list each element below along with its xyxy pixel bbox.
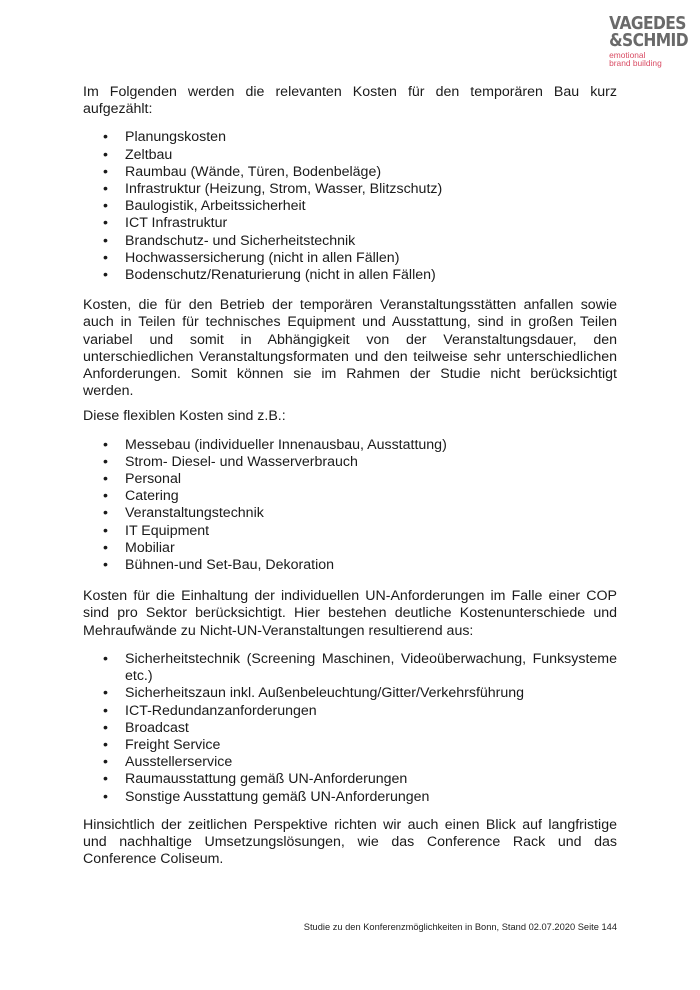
paragraph-un-requirements: Kosten für die Einhaltung der individuellen UN-Anforderungen im Falle einer COP sind pro Sektor berücksichtigt. Hier bestehen deutliche Kostenunterschiede und Mehraufwände zu Nicht-UN-Veranstaltungen resultierend aus: xyxy=(83,588,617,639)
list-item: • Bühnen-und Set-Bau, Dekoration xyxy=(103,557,335,574)
list-item: • Ausstellerservice xyxy=(103,754,233,771)
intro-text: Im Folgenden werden die relevanten Kosten für den temporären Bau kurz aufgezählt: xyxy=(83,84,617,118)
logo-tagline-2: brand building xyxy=(609,58,662,69)
list-item: • Hochwassersicherung (nicht in allen Fällen) xyxy=(103,249,400,266)
list-item: • Freight Service xyxy=(103,736,221,753)
un-requirements-list xyxy=(83,651,617,806)
list-item: • Broadcast xyxy=(103,719,189,736)
list-item: • Baulogistik, Arbeitssicherheit xyxy=(103,198,306,215)
list-item: • Brandschutz- und Sicherheitstechnik xyxy=(103,232,356,249)
list-item: • Catering xyxy=(103,488,179,505)
document-body xyxy=(83,84,617,868)
list-item: • Raumausstattung gemäß UN-Anforderungen xyxy=(103,771,408,788)
list-item: • Strom- Diesel- und Wasserverbrauch xyxy=(103,453,358,470)
page-footer: Studie zu den Konferenzmöglichkeiten in Bonn, Stand 02.07.2020 Seite 144 xyxy=(303,922,617,932)
logo-line-2: &SCHMID xyxy=(609,29,688,50)
flexible-costs-list xyxy=(83,437,617,575)
list-item: • Bodenschutz/Renaturierung (nicht in allen Fällen) xyxy=(103,267,436,284)
construction-costs-list xyxy=(83,129,617,284)
logo-line-1: VAGEDES xyxy=(609,12,686,34)
company-logo xyxy=(609,12,688,69)
list-item: • Sicherheitstechnik (Screening Maschinen, Videoüberwachung, Funksysteme etc.) xyxy=(103,650,617,685)
flexible-costs-lead: Diese flexiblen Kosten sind z.B.: xyxy=(83,408,286,425)
list-item: • Zeltbau xyxy=(103,146,173,163)
list-item: • ICT Infrastruktur xyxy=(103,215,228,232)
list-item: • Sicherheitszaun inkl. Außenbeleuchtung/Gitter/Verkehrsführung xyxy=(103,685,525,702)
list-item: • Veranstaltungstechnik xyxy=(103,505,264,522)
list-item: • Personal xyxy=(103,471,181,488)
list-item: • Infrastruktur (Heizung, Strom, Wasser, Blitzschutz) xyxy=(103,181,443,198)
list-item: • Messebau (individueller Innenausbau, Ausstattung) xyxy=(103,436,447,453)
paragraph-operating-costs: Kosten, die für den Betrieb der temporären Veranstaltungsstätten anfallen sowie auch in Teilen für technisches Equipment und Ausstattung, sind in großen Teilen variabel und somit in Abhängigkeit von der Veranstaltungsdauer, den unterschiedlichen Veranstaltungsformaten und den teilweise sehr unterschiedlichen Anforderungen. Somit können sie im Rahmen der Studie nicht berücksichtigt werden. xyxy=(83,297,617,400)
list-item: • IT Equipment xyxy=(103,522,210,539)
list-item: • Mobiliar xyxy=(103,539,175,556)
list-item: • Planungskosten xyxy=(103,129,226,146)
list-item: • Sonstige Ausstattung gemäß UN-Anforderungen xyxy=(103,788,430,805)
logo-tagline-1: emotional xyxy=(609,50,646,60)
paragraph-perspective: Hinsichtlich der zeitlichen Perspektive richten wir auch einen Blick auf langfristige und nachhaltige Umsetzungslösungen, wie das Conference Rack und das Conference Coliseum. xyxy=(83,816,617,868)
list-item: • ICT-Redundanzanforderungen xyxy=(103,702,317,719)
list-item: • Raumbau (Wände, Türen, Bodenbeläge) xyxy=(103,163,382,180)
